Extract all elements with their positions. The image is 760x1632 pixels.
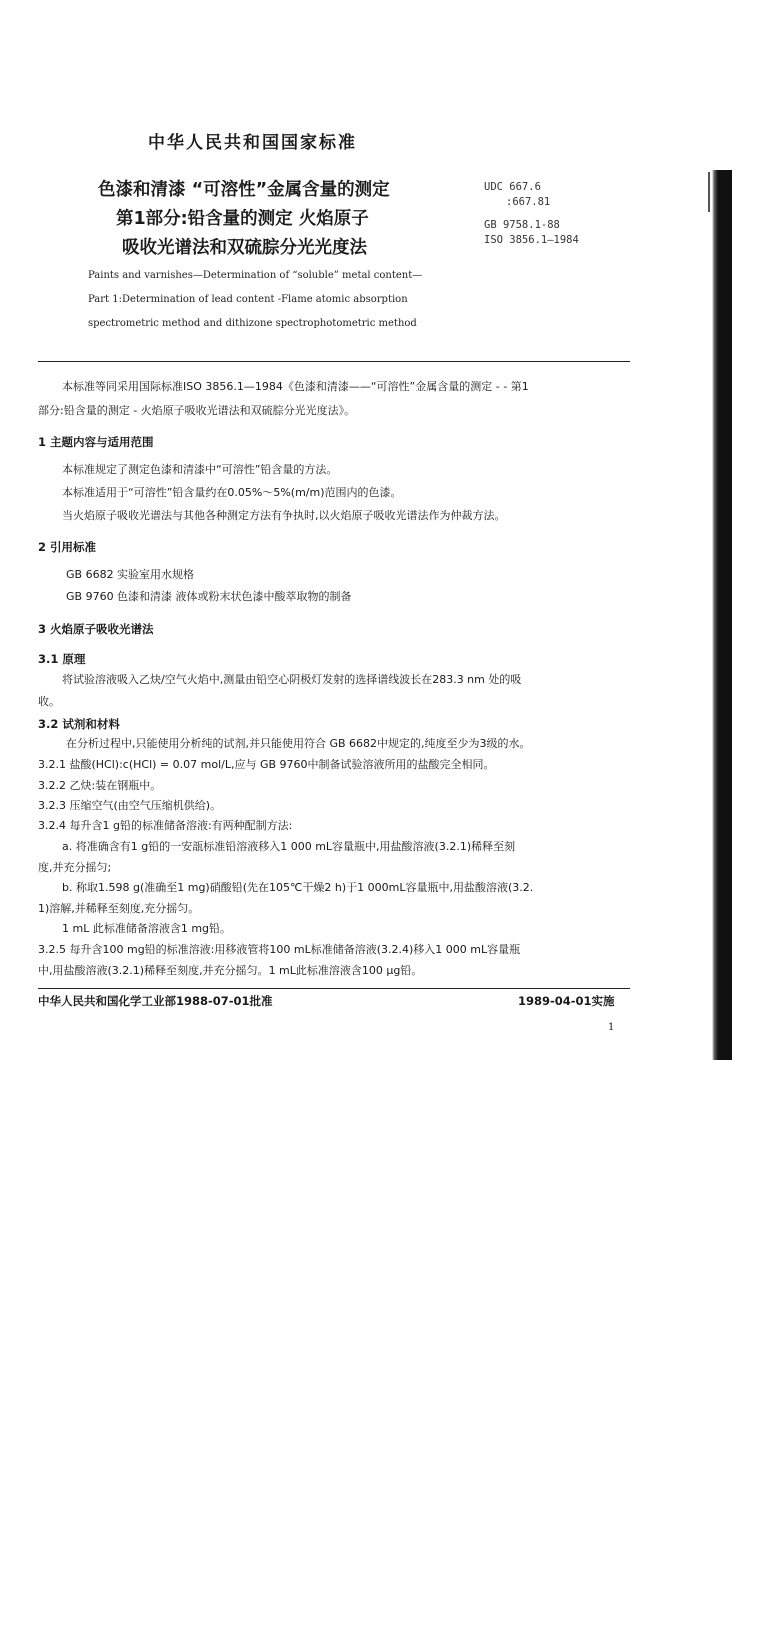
gb-code: GB 9758.1-88 (484, 219, 560, 231)
effective-date: 1989-04-01实施 (518, 994, 615, 1008)
clause-3-2-4-a-line-2: 度,并充分摇匀; (38, 861, 112, 874)
section-3-2-intro: 在分析过程中,只能使用分析纯的试剂,并只能使用符合 GB 6682中规定的,纯度至少为3级的水。 (66, 737, 531, 750)
section-1-line-2: 本标准适用于“可溶性”铅含量约在0.05%～5%(m/m)范围内的色漆。 (62, 486, 402, 499)
clause-3-2-2: 3.2.2 乙炔:装在钢瓶中。 (38, 779, 162, 792)
clause-3-2-4-b-line-1: b. 称取1.598 g(准确至1 mg)硝酸铅(先在105℃干燥2 h)于1 000mL容量瓶中,用盐酸溶液(3.2. (62, 881, 534, 894)
page-number: 1 (608, 1022, 615, 1033)
issuing-organization: 中华人民共和国国家标准 (148, 133, 357, 153)
clause-3-2-1: 3.2.1 盐酸(HCl):c(HCl) = 0.07 mol/L,应与 GB 9760中制备试验溶液所用的盐酸完全相同。 (38, 758, 495, 771)
udc-code-sub: :667.81 (506, 196, 551, 208)
clause-3-2-4-a-line-1: a. 将准确含有1 g铅的一安瓿标准铅溶液移入1 000 mL容量瓶中,用盐酸溶液(3.2.1)稀释至刻 (62, 840, 516, 853)
english-title-line-2: Part 1:Determination of lead content -Flame atomic absorption (88, 294, 408, 305)
approval-note: 中华人民共和国化学工业部1988-07-01批准 (38, 994, 273, 1008)
footer-divider (38, 988, 630, 989)
intro-line-2: 部分:铅含量的测定 - 火焰原子吸收光谱法和双硫腙分光光度法》。 (38, 404, 356, 417)
scan-edge-mark (708, 172, 710, 212)
title-line-1: 色漆和清漆 “可溶性”金属含量的测定 (98, 180, 390, 200)
section-3-1-heading: 3.1 原理 (38, 652, 86, 666)
section-2-heading: 2 引用标准 (38, 540, 97, 554)
clause-3-2-5-line-1: 3.2.5 每升含100 mg铅的标准溶液:用移液管将100 mL标准储备溶液(3.2.4)移入1 000 mL容量瓶 (38, 943, 521, 956)
reference-gb9760: GB 9760 色漆和清漆 液体或粉末状色漆中酸萃取物的制备 (66, 590, 352, 603)
english-title-line-3: spectrometric method and dithizone spectrophotometric method (88, 318, 417, 329)
section-3-2-heading: 3.2 试剂和材料 (38, 717, 120, 731)
header-divider (38, 361, 630, 362)
title-line-3: 吸收光谱法和双硫腙分光光度法 (122, 238, 367, 258)
udc-code: UDC 667.6 (484, 181, 541, 193)
iso-code: ISO 3856.1—1984 (484, 234, 579, 246)
reference-gb6682: GB 6682 实验室用水规格 (66, 568, 195, 581)
clause-3-2-4-note: 1 mL 此标准储备溶液含1 mg铅。 (62, 922, 232, 935)
section-3-heading: 3 火焰原子吸收光谱法 (38, 622, 154, 636)
clause-3-2-3: 3.2.3 压缩空气(由空气压缩机供给)。 (38, 799, 222, 812)
section-3-1-line-1: 将试验溶液吸入乙炔/空气火焰中,测量由铅空心阴极灯发射的选择谱线波长在283.3 nm 处的吸 (62, 673, 522, 686)
intro-line-1: 本标准等同采用国际标准ISO 3856.1—1984《色漆和清漆——“可溶性”金属含量的测定 - - 第1 (62, 380, 529, 393)
section-3-1-line-2: 收。 (38, 695, 60, 708)
section-1-line-1: 本标准规定了测定色漆和清漆中“可溶性”铅含量的方法。 (62, 463, 338, 476)
standard-codes (484, 180, 579, 248)
clause-3-2-4-b-line-2: 1)溶解,并稀释至刻度,充分摇匀。 (38, 902, 200, 915)
section-1-heading: 1 主题内容与适用范围 (38, 435, 154, 449)
scan-edge-shadow (712, 170, 732, 1060)
title-line-2: 第1部分:铅含量的测定 火焰原子 (116, 209, 369, 229)
english-title-line-1: Paints and varnishes—Determination of “soluble” metal content— (88, 270, 423, 281)
clause-3-2-5-line-2: 中,用盐酸溶液(3.2.1)稀释至刻度,并充分摇匀。1 mL此标准溶液含100 μg铅。 (38, 964, 423, 977)
clause-3-2-4: 3.2.4 每升含1 g铅的标准储备溶液:有两种配制方法: (38, 819, 293, 832)
section-1-line-3: 当火焰原子吸收光谱法与其他各种测定方法有争执时,以火焰原子吸收光谱法作为仲裁方法。 (62, 509, 506, 522)
